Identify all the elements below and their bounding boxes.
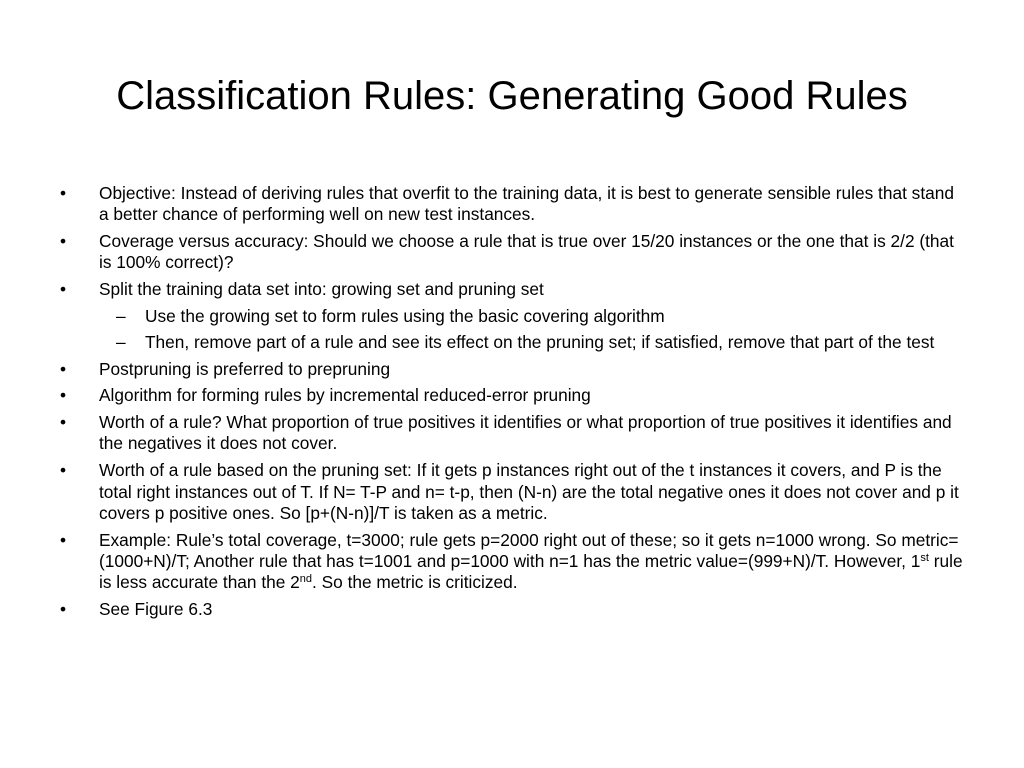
bullet-postpruning [56, 359, 966, 380]
bullet-list [56, 183, 966, 626]
bullet-text: Objective: Instead of deriving rules that overfit to the training data, it is best to generate sensible rules that stand a better chance of performing well on new test instances. [99, 183, 954, 225]
superscript-nd: nd [299, 573, 313, 586]
bullet-text: Worth of a rule based on the pruning set: If it gets p instances right out of the t instances it covers, and P is the total right instances out of T. If N= T-P and n= t-p, then (N-n) are the total negative ones it does not cover and p it covers p positive ones. So [p+(N-n)]/T is taken as a metric. [99, 460, 959, 523]
bullet-example [56, 530, 966, 594]
superscript-st: st [920, 551, 929, 564]
bullet-coverage-vs-accuracy [56, 231, 966, 274]
bullet-text: Worth of a rule? What proportion of true positives it identifies or what proportion of true positives it identifies and the negatives it does not cover. [99, 412, 952, 454]
sub-bullet-pruning-set [56, 332, 966, 353]
bullet-marker: • [59, 529, 67, 550]
bullet-text: Postpruning is preferred to prepruning [99, 358, 391, 379]
bullet-marker: • [59, 385, 67, 406]
bullet-marker: • [59, 183, 67, 203]
bullet-text: Algorithm for forming rules by incremental reduced-error pruning [99, 385, 591, 406]
bullet-objective [56, 183, 966, 226]
bullet-marker: • [59, 358, 67, 379]
sub-bullet-growing-set [56, 306, 966, 327]
bullet-see-figure [56, 599, 966, 620]
bullet-worth-pruning-set [56, 460, 966, 524]
sub-bullet-text: Then, remove part of a rule and see its effect on the pruning set; if satisfied, remove that part of the test [145, 332, 935, 353]
example-text-part: . So the metric is criticized. [312, 572, 518, 593]
bullet-text [99, 530, 963, 593]
example-text-part: Example: Rule’s total coverage, t=3000; rule gets p=2000 right out of these; so it gets n=1000 wrong. So metric=(1000+N)/T; Another rule that has t=1001 and p=1000 with n=1 has the metric value=(999+N)/T. However, 1 [99, 529, 959, 571]
bullet-split-data [56, 279, 966, 300]
bullet-marker: • [59, 231, 67, 252]
bullet-text: Split the training data set into: growing set and pruning set [99, 279, 544, 300]
bullet-text: Coverage versus accuracy: Should we choose a rule that is true over 15/20 instances or the one that is 2/2 (that is 100% correct)? [99, 231, 954, 273]
bullet-text: See Figure 6.3 [99, 599, 213, 620]
sub-bullet-marker: – [116, 305, 126, 326]
bullet-marker: • [59, 412, 67, 433]
bullet-algorithm [56, 385, 966, 406]
bullet-marker: • [59, 279, 67, 300]
bullet-marker: • [59, 599, 67, 620]
sub-bullet-text: Use the growing set to form rules using the basic covering algorithm [145, 305, 665, 326]
slide-title: Classification Rules: Generating Good Rules [116, 74, 908, 118]
bullet-worth-of-rule [56, 412, 966, 455]
sub-bullet-marker: – [116, 332, 126, 353]
example-text-part: rule is less accurate than the 2 [99, 550, 963, 593]
bullet-marker: • [59, 460, 67, 481]
